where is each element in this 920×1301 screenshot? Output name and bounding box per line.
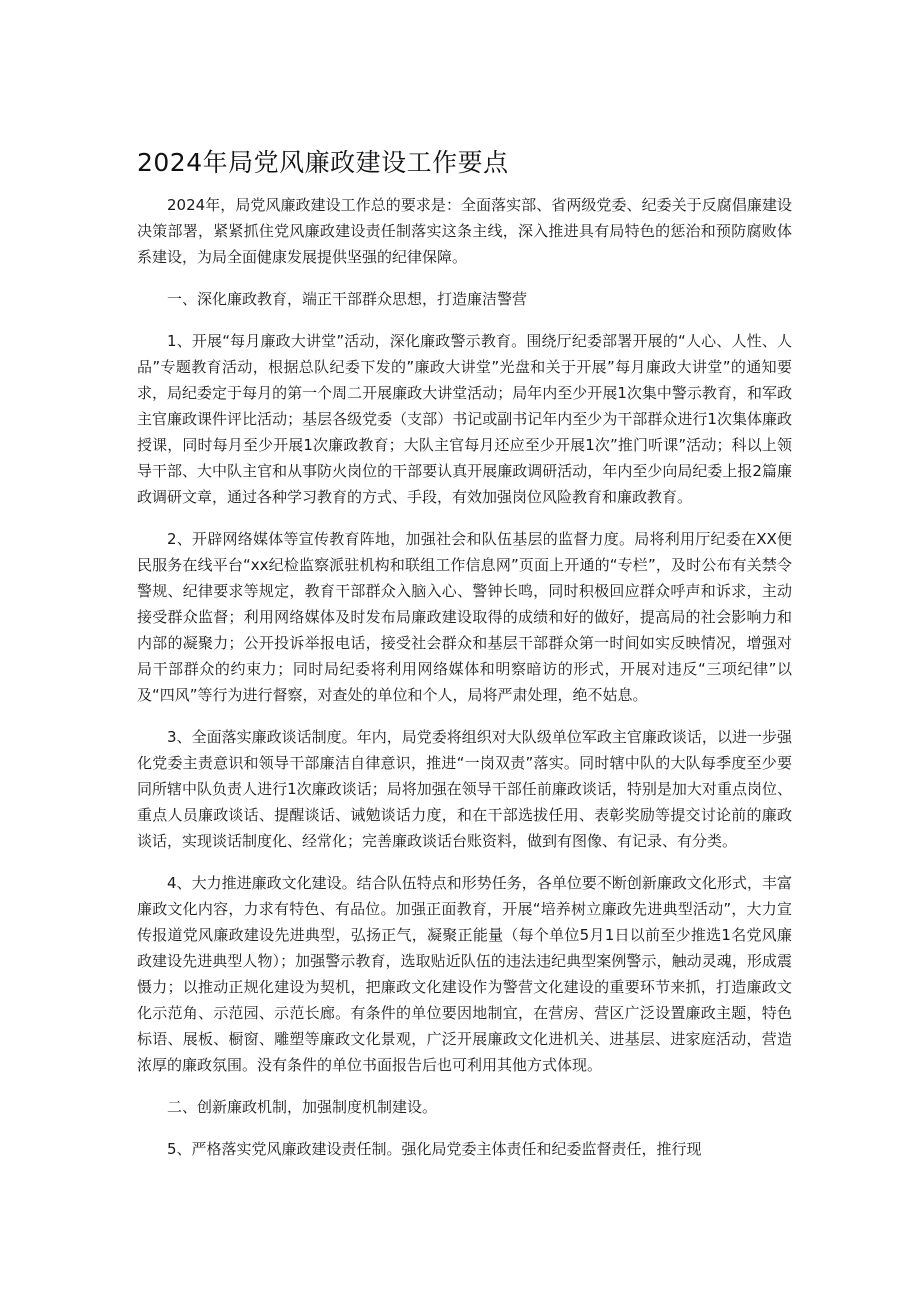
item-paragraph-5: 5、严格落实党风廉政建设责任制。强化局党委主体责任和纪委监督责任，推行现 bbox=[167, 1140, 702, 1158]
item-paragraph-4: 4、大力推进廉政文化建设。结合队伍特点和形势任务，各单位要不断创新廉政文化形式，丰富廉政文化内容，力求有特色、有品位。加强正面教育，开展“培养树立廉政先进典型活动”，大力宣传报道党风廉政建设先进典型，弘扬正气，凝聚正能量（每个单位5月1日以前至少推选1名党风廉政建设先进典型人物）；加强警示教育，选取贴近队伍的违法违纪典型案例警示，触动灵魂，形成震慑力；以推动正规化建设为契机，把廉政文化建设作为警营文化建设的重要环节来抓，打造廉政文化示范角、示范园、示范长廊。有条件的单位要因地制宜，在营房、营区广泛设置廉政主题，特色标语、展板、橱窗、雕塑等廉政文化景观，广泛开展廉政文化进机关、进基层、进家庭活动，营造浓厚的廉政氛围。没有条件的单位书面报告后也可利用其他方式体现。 bbox=[137, 874, 792, 1074]
section-heading-1: 一、深化廉政教育，端正干部群众思想，打造廉洁警营 bbox=[167, 290, 528, 308]
item-paragraph-3: 3、全面落实廉政谈话制度。年内，局党委将组织对大队级单位军政主官廉政谈话，以进一步强化党委主责意识和领导干部廉洁自律意识，推进“一岗双责”落实。同时辖中队的大队每季度至少要同所辖中队负责人进行1次廉政谈话；局将加强在领导干部任前廉政谈话，特别是加大对重点岗位、重点人员廉政谈话、提醒谈话、诫勉谈话力度，和在干部选拔任用、表彰奖励等提交讨论前的廉政谈话，实现谈话制度化、经常化；完善廉政谈话台账资料，做到有图像、有记录、有分类。 bbox=[137, 728, 792, 850]
intro-paragraph: 2024年，局党风廉政建设工作总的要求是：全面落实部、省两级党委、纪委关于反腐倡廉建设决策部署，紧紧抓住党风廉政建设责任制落实这条主线，深入推进具有局特色的惩治和预防腐败体系建设，为局全面健康发展提供坚强的纪律保障。 bbox=[137, 196, 792, 266]
item-paragraph-2: 2、开辟网络媒体等宣传教育阵地，加强社会和队伍基层的监督力度。局将利用厅纪委在XX便民服务在线平台“xx纪检监察派驻机构和联组工作信息网”页面上开通的“专栏”，及时公布有关禁令警规、纪律要求等规定，教育干部群众入脑入心、警钟长鸣，同时积极回应群众呼声和诉求，主动接受群众监督；利用网络媒体及时发布局廉政建设取得的成绩和好的做好，提高局的社会影响力和内部的凝聚力；公开投诉举报电话，接受社会群众和基层干部群众第一时间如实反映情况，增强对局干部群众的约束力；同时局纪委将利用网络媒体和明察暗访的形式，开展对违反“三项纪律”以及“四风”等行为进行督察，对查处的单位和个人，局将严肃处理，绝不姑息。 bbox=[137, 530, 792, 704]
document-title: 2024年局党风廉政建设工作要点 bbox=[137, 148, 509, 177]
document-body bbox=[137, 192, 792, 1178]
section-heading-2: 二、创新廉政机制，加强制度机制建设。 bbox=[167, 1098, 438, 1116]
item-paragraph-1: 1、开展“每月廉政大讲堂”活动，深化廉政警示教育。围绕厅纪委部署开展的“人心、人性、人品”专题教育活动，根据总队纪委下发的”廉政大讲堂”光盘和关于开展”每月廉政大讲堂”的通知要求，局纪委定于每月的第一个周二开展廉政大讲堂活动；局年内至少开展1次集中警示教育，和军政主官廉政课件评比活动；基层各级党委（支部）书记或副书记年内至少为干部群众进行1次集体廉政授课，同时每月至少开展1次廉政教育；大队主官每月还应至少开展1次”推门听课”活动；科以上领导干部、大中队主官和从事防火岗位的干部要认真开展廉政调研活动，年内至少向局纪委上报2篇廉政调研文章，通过各种学习教育的方式、手段，有效加强岗位风险教育和廉政教育。 bbox=[137, 332, 792, 506]
